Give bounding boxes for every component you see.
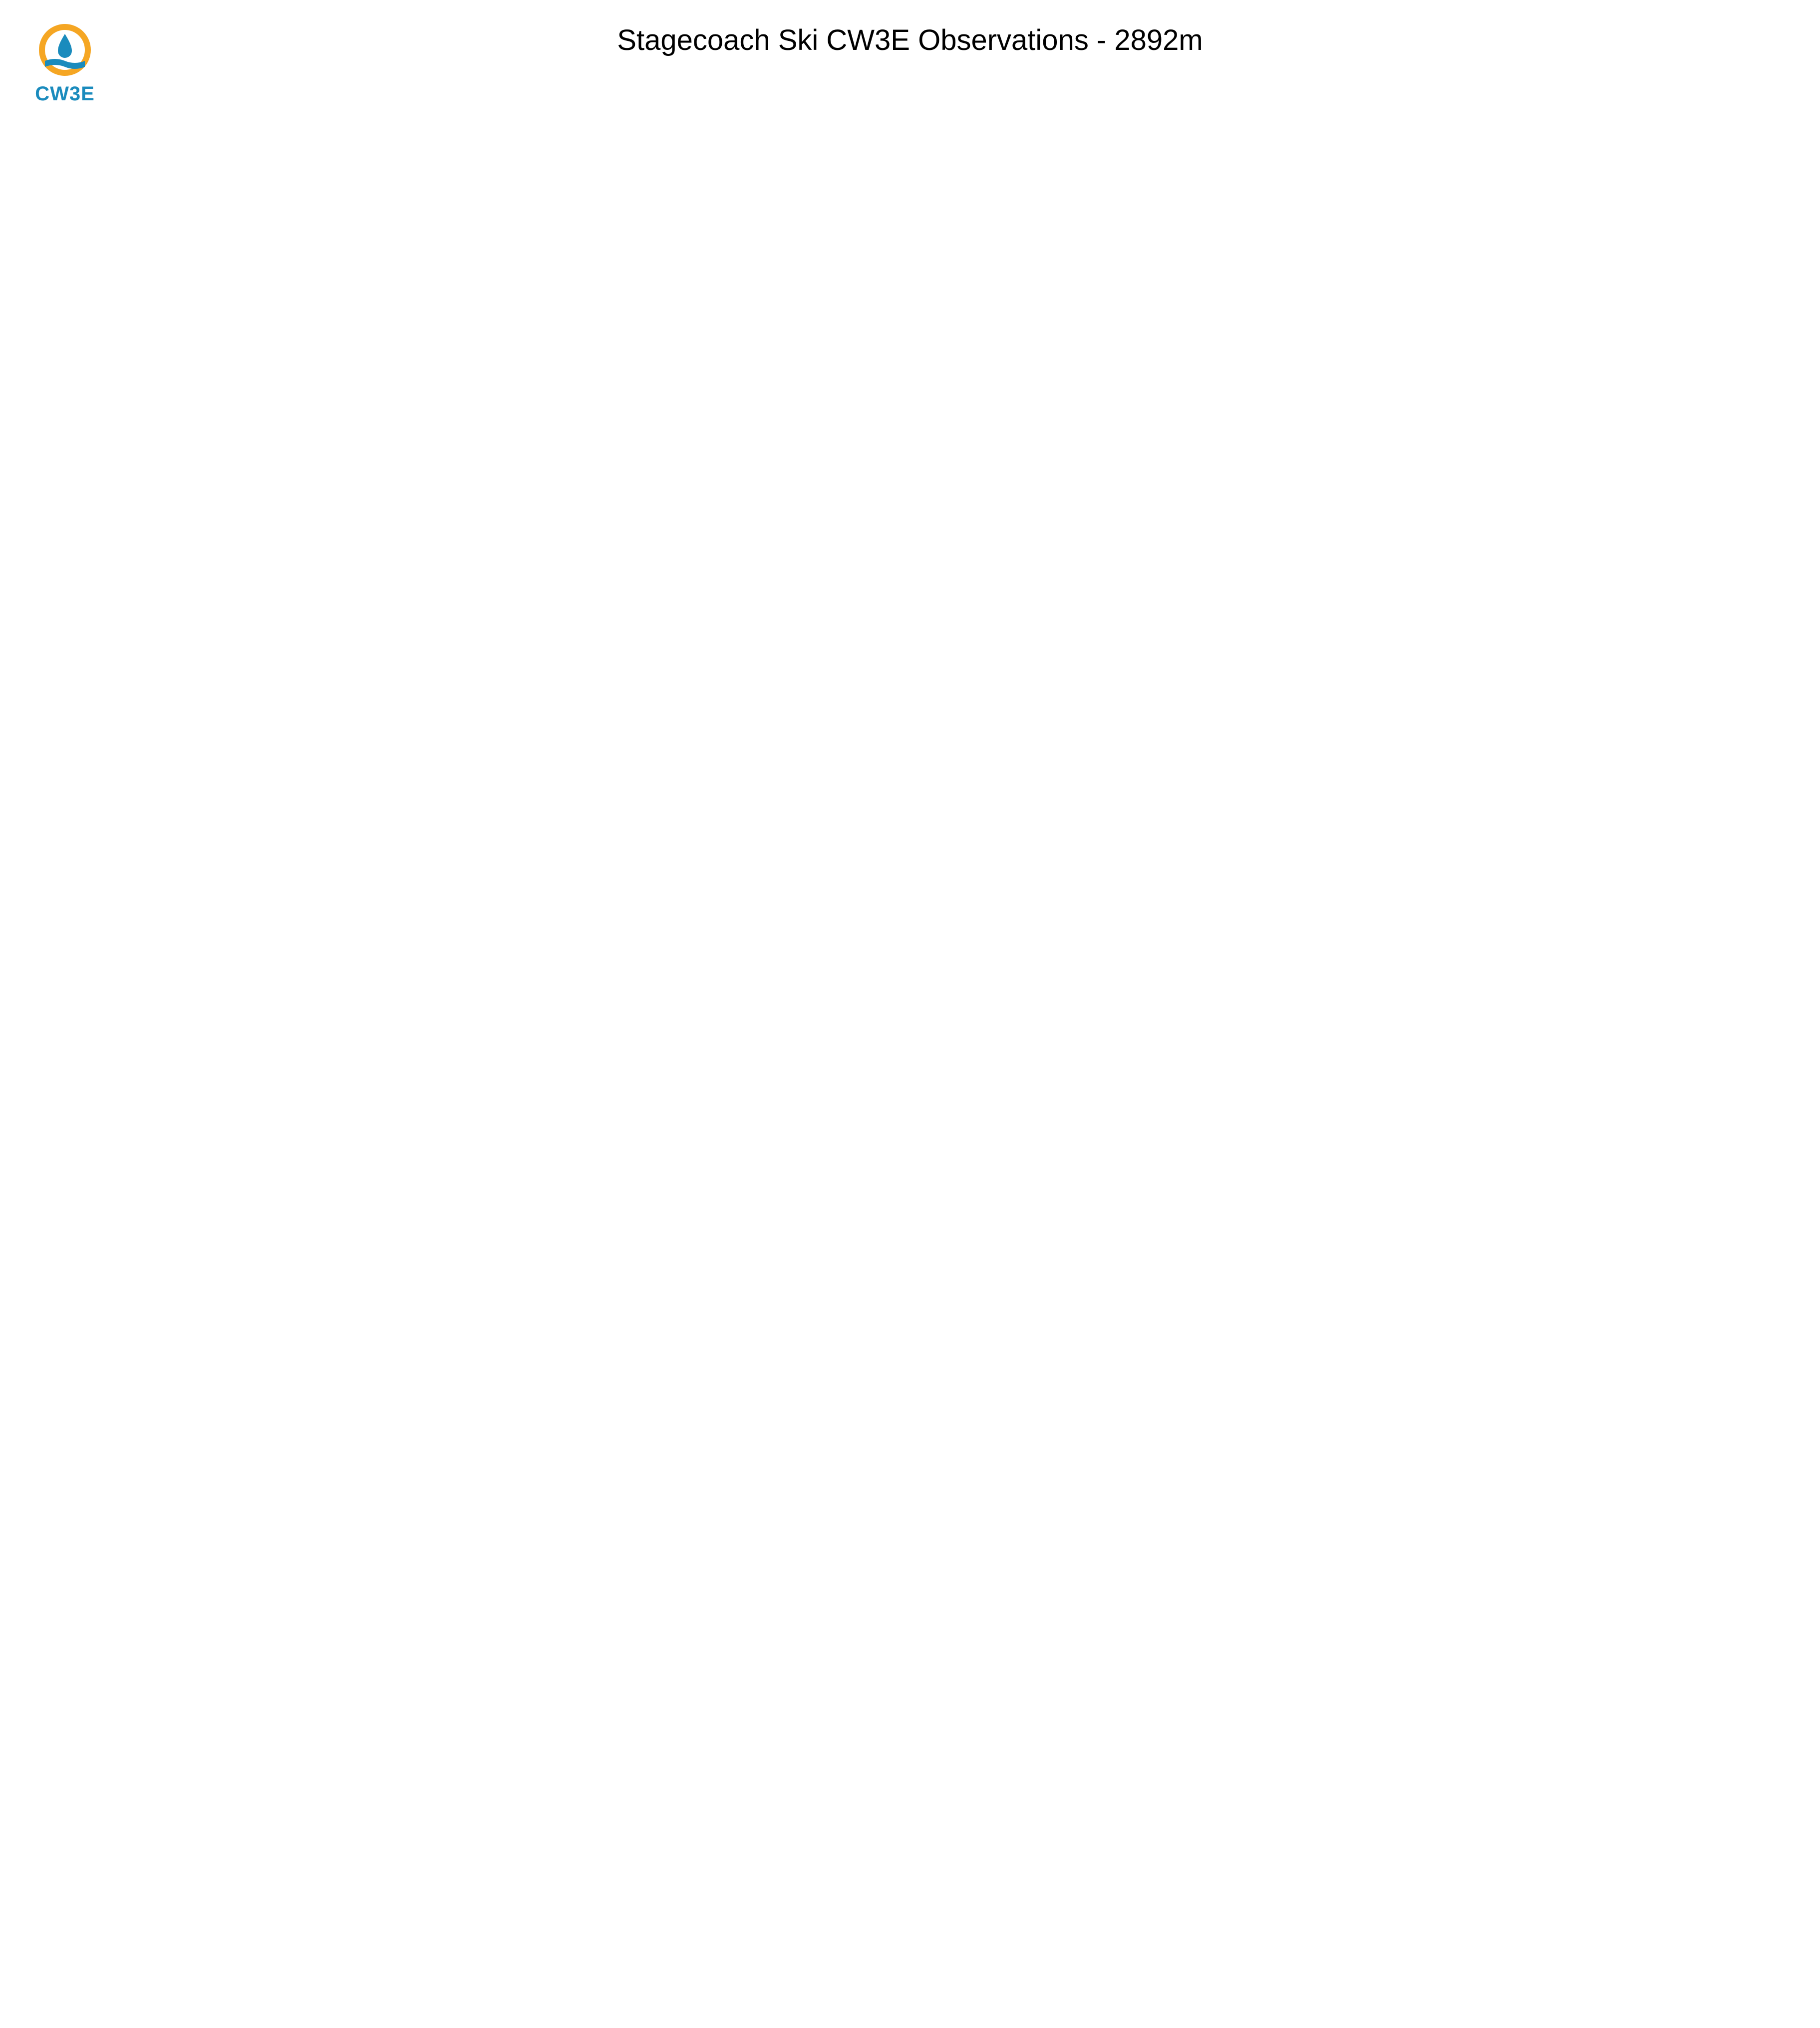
page-title: Stagecoach Ski CW3E Observations - 2892m <box>617 24 1203 56</box>
logo-text: CW3E <box>35 83 95 105</box>
